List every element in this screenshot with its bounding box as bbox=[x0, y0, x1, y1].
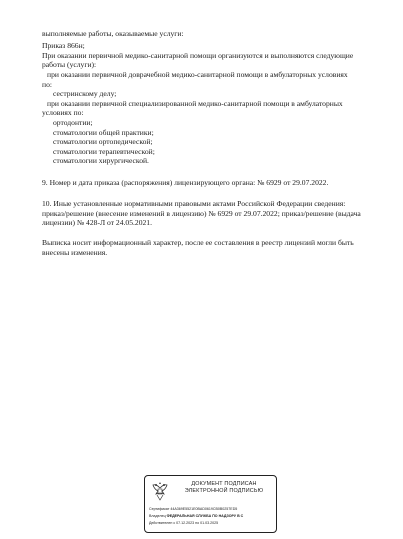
text-line: при оказании первичной специализированной медико-санитарной помощи в амбулаторных bbox=[47, 99, 343, 108]
text-line: приказ/решение (внесение изменений в лицензию) № 6929 от 29.07.2022; приказ/решение (выдача bbox=[42, 209, 361, 218]
text-line: стоматологии ортопедической; bbox=[53, 137, 153, 146]
section-10-text: 10. Иные установленные нормативными правовыми актами Российской Федерации сведения: bbox=[42, 199, 346, 208]
text-line: по: bbox=[42, 80, 52, 89]
text-line: выполняемые работы, оказываемые услуги: bbox=[42, 29, 184, 38]
text-line: Приказ 866н; bbox=[42, 41, 85, 50]
text-line: при оказании первичной доврачебной медико-санитарной помощи в амбулаторных условиях bbox=[47, 70, 348, 79]
text-line: условиях по: bbox=[42, 108, 84, 117]
disclaimer-text: Выписка носит информационный характер, после ее составления в реестр лицензий могли быть bbox=[42, 238, 354, 247]
stamp-owner-row bbox=[149, 514, 243, 518]
text-line: стоматологии терапевтической; bbox=[53, 147, 155, 156]
text-line: стоматологии хирургической. bbox=[53, 156, 149, 165]
stamp-certificate: Сертификат 44A369E5521E0BAD0619CB0B0257ED5 bbox=[149, 507, 238, 511]
stamp-owner-prefix: Владелец bbox=[149, 514, 166, 518]
text-line: работы (услуги): bbox=[42, 60, 97, 69]
text-line: лицензии) № 428-Л от 24.05.2021. bbox=[42, 218, 153, 227]
stamp-title-line1: ДОКУМЕНТ ПОДПИСАН bbox=[191, 481, 257, 487]
stamp-title-line2: ЭЛЕКТРОННОЙ ПОДПИСЬЮ bbox=[184, 488, 264, 494]
electronic-signature-stamp bbox=[144, 475, 277, 533]
text-line: стоматологии общей практики; bbox=[53, 128, 154, 137]
text-line: При оказании первичной медико-санитарной помощи организуются и выполняются следующие bbox=[42, 51, 354, 60]
text-line: ортодонтии; bbox=[53, 118, 93, 127]
stamp-valid: Действителен с 07.12.2023 по 01.03.2025 bbox=[149, 521, 219, 525]
section-9-text: 9. Номер и дата приказа (распоряжения) лицензирующего органа: № 6929 от 29.07.2022. bbox=[42, 178, 329, 187]
coat-of-arms-icon bbox=[150, 480, 170, 502]
stamp-owner: ФЕДЕРАЛЬНАЯ СЛУЖБА ПО НАДЗОРУ В С bbox=[166, 514, 244, 518]
text-line: сестринскому делу; bbox=[53, 89, 117, 98]
text-line: внесены изменения. bbox=[42, 248, 108, 257]
